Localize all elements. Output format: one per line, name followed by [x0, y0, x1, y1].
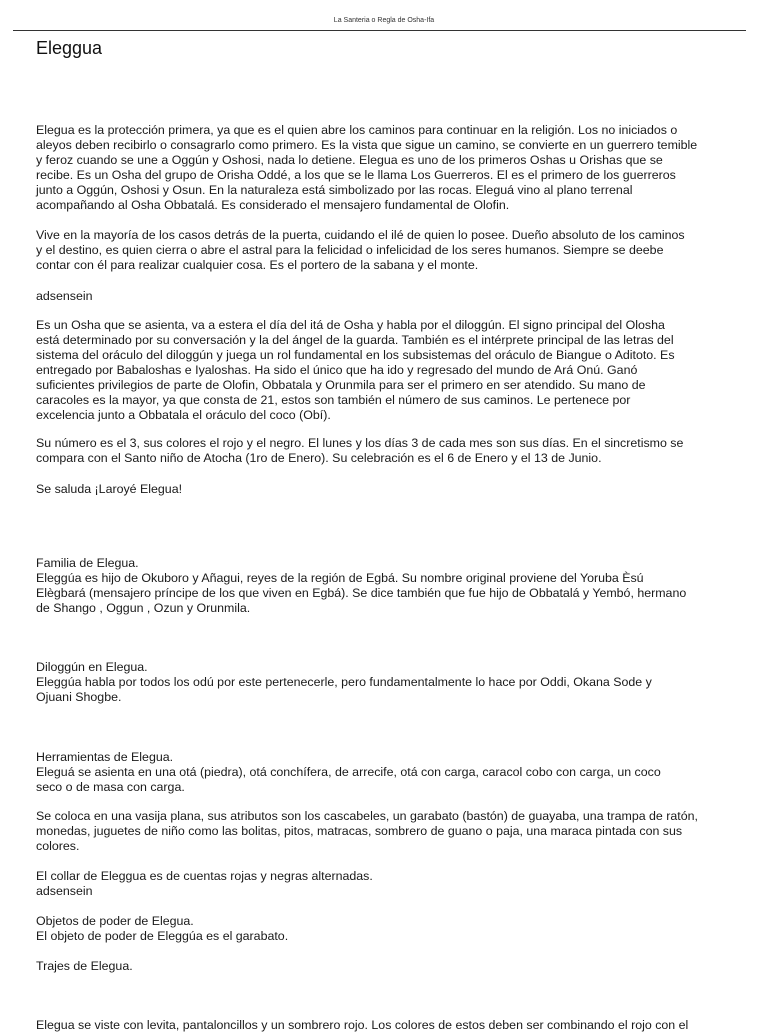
- paragraph-collar: [36, 869, 736, 899]
- text-line: Herramientas de Elegua.: [36, 750, 174, 764]
- paragraph-vive: [36, 228, 736, 273]
- text-line: caracoles es la mayor, ya que consta de 21, estos son también el número de sus caminos. Le pertenece por: [36, 393, 631, 407]
- text-line: Eleggúa es hijo de Okuboro y Añagui, reyes de la región de Egbá. Su nombre original proviene del Yoruba Èsú: [36, 571, 644, 585]
- text-line: Trajes de Elegua.: [36, 959, 133, 973]
- paragraph-intro: [36, 123, 736, 213]
- text-line: acompañando al Osha Obbatalá. Es considerado el mensajero fundamental de Olofin.: [36, 198, 510, 212]
- text-line: suficientes privilegios de parte de Olofin, Obbatala y Orunmila para ser el primero en ser atendido. Su mano de: [36, 378, 646, 392]
- text-line: Diloggún en Elegua.: [36, 660, 148, 674]
- text-line: Eleguá se asienta en una otá (piedra), otá conchífera, de arrecife, otá con carga, caracol cobo con carga, un coco: [36, 765, 661, 779]
- paragraph-vestido: [36, 1018, 736, 1033]
- text-line: excelencia junto a Obbatala el oráculo del coco (Obí).: [36, 408, 331, 422]
- text-line: recibe. Es un Osha del grupo de Orisha Oddé, a los que se le llama Los Guerreros. El es el primero de los guerreros: [36, 168, 676, 182]
- text-line: adsensein: [36, 289, 93, 303]
- section-trajes: [36, 959, 736, 974]
- paragraph-vasija: [36, 809, 736, 854]
- text-line: adsensein: [36, 884, 93, 898]
- text-line: Objetos de poder de Elegua.: [36, 914, 194, 928]
- text-line: Elegua es la protección primera, ya que es el quien abre los caminos para continuar en la religión. Los no iniciados o: [36, 123, 678, 137]
- text-line: contar con él para realizar cualquier cosa. Es el portero de la sabana y el monte.: [36, 258, 479, 272]
- paragraph-osha: [36, 318, 736, 423]
- section-herramientas: [36, 750, 736, 795]
- text-line: y el destino, es quien cierra o abre el astral para la felicidad o infelicidad de los seres humanos. Siempre se deebe: [36, 243, 664, 257]
- text-line: Elègbará (mensajero príncipe de los que viven en Egbá). Se dice también que fue hijo de Obbatalá y Yembó, hermano: [36, 586, 687, 600]
- text-line: El collar de Eleggua es de cuentas rojas y negras alternadas.: [36, 869, 373, 883]
- text-line: Su número es el 3, sus colores el rojo y el negro. El lunes y los días 3 de cada mes son sus días. En el sincretismo se: [36, 436, 684, 450]
- text-line: Es un Osha que se asienta, va a estera el día del itá de Osha y habla por el diloggún. El signo principal del Olosha: [36, 318, 665, 332]
- text-line: Familia de Elegua.: [36, 556, 139, 570]
- text-line: y feroz cuando se une a Oggún y Oshosi, nada lo detiene. Elegua es uno de los primeros Oshas u Orishas que se: [36, 153, 663, 167]
- header-rule: [13, 30, 746, 31]
- text-line: compara con el Santo niño de Atocha (1ro de Enero). Su celebración es el 6 de Enero y el 13 de Junio.: [36, 451, 602, 465]
- text-line: sistema del oráculo del diloggún y juega un rol fundamental en los subsistemas del oráculo de Biangue o Aditoto. Es: [36, 348, 675, 362]
- text-line: Se saluda ¡Laroyé Elegua!: [36, 482, 183, 496]
- paragraph-adsense-1: [36, 289, 736, 304]
- text-line: de Shango , Oggun , Ozun y Orunmila.: [36, 601, 251, 615]
- section-familia: [36, 556, 736, 616]
- text-line: Se coloca en una vasija plana, sus atributos son los cascabeles, un garabato (bastón) de guayaba, una trampa de ratón,: [36, 809, 698, 823]
- paragraph-saludo: [36, 482, 736, 497]
- text-line: aleyos deben recibirlo o consagrarlo como primero. Es la vista que sigue un camino, se convierte en un guerrero temible: [36, 138, 698, 152]
- page-title: Eleggua: [36, 38, 103, 58]
- text-line: seco o de masa con carga.: [36, 780, 185, 794]
- text-line: colores.: [36, 839, 80, 853]
- text-line: monedas, juguetes de niño como las bolitas, pitos, matracas, sombrero de guano o paja, una maraca pintada con sus: [36, 824, 683, 838]
- text-line: Elegua se viste con levita, pantaloncillos y un sombrero rojo. Los colores de estos deben ser combinando el rojo con el: [36, 1018, 689, 1032]
- running-header: La Santeria o Regla de Osha-Ifa: [333, 17, 435, 24]
- section-diloggun: [36, 660, 736, 705]
- text-line: El objeto de poder de Eleggúa es el garabato.: [36, 929, 289, 943]
- text-line: entregado por Babaloshas e Iyaloshas. Ha sido el único que ha ido y regresado del mundo de Ará Onú. Ganó: [36, 363, 638, 377]
- text-line: junto a Oggún, Oshosi y Osun. En la naturaleza está simbolizado por las rocas. Eleguá vino al plano terrenal: [36, 183, 633, 197]
- paragraph-numero: [36, 436, 736, 466]
- section-objetos: [36, 914, 736, 944]
- text-line: Ojuani Shogbe.: [36, 690, 122, 704]
- text-line: Eleggúa habla por todos los odú por este pertenecerle, pero fundamentalmente lo hace por Oddi, Okana Sode y: [36, 675, 652, 689]
- text-line: está determinado por su conversación y la del ángel de la guarda. También es el intérprete principal de las letras del: [36, 333, 674, 347]
- text-line: Vive en la mayoría de los casos detrás de la puerta, cuidando el ilé de quien lo posee. Dueño absoluto de los caminos: [36, 228, 685, 242]
